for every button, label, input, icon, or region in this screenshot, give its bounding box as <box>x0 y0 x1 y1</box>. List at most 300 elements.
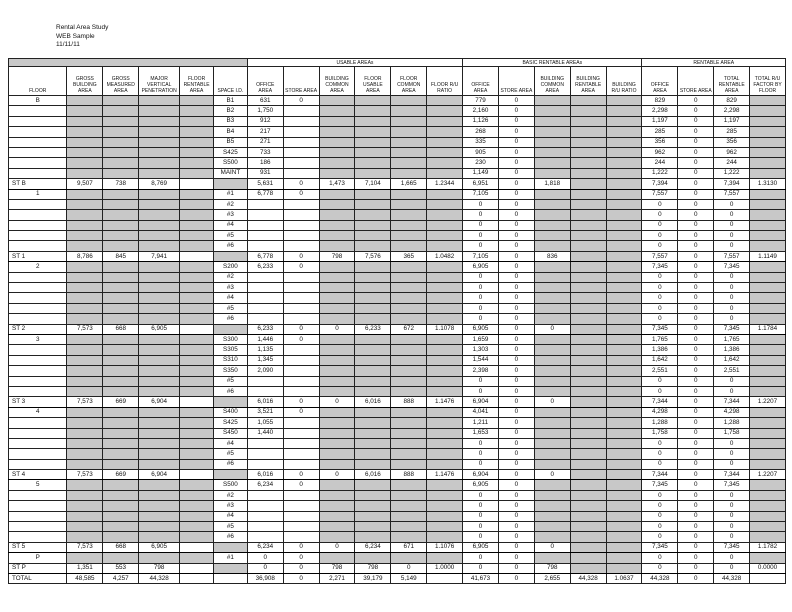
table-cell <box>606 407 642 417</box>
table-cell: 0 <box>463 199 499 209</box>
table-cell <box>750 573 786 583</box>
table-cell: 0 <box>678 231 714 241</box>
table-cell: ST 5 <box>9 542 67 552</box>
table-cell: 0 <box>714 293 750 303</box>
table-cell <box>534 355 570 365</box>
table-row <box>9 314 786 324</box>
table-cell <box>9 438 67 448</box>
table-cell <box>180 210 214 220</box>
table-cell <box>391 428 427 438</box>
table-cell <box>534 293 570 303</box>
table-cell: 0 <box>678 324 714 334</box>
table-cell: 6,233 <box>355 324 391 334</box>
table-cell <box>67 438 103 448</box>
table-cell: 0 <box>498 542 534 552</box>
table-cell: 0 <box>642 293 678 303</box>
table-cell: 7,394 <box>642 179 678 189</box>
table-cell <box>139 334 180 344</box>
column-header: GROSS MEASURED AREA <box>103 67 139 96</box>
table-cell: 0 <box>714 459 750 469</box>
table-row <box>9 418 786 428</box>
table-cell <box>139 262 180 272</box>
table-cell <box>139 553 180 563</box>
table-cell <box>67 158 103 168</box>
table-cell: 0 <box>498 532 534 542</box>
table-cell <box>9 210 67 220</box>
table-cell: 7,557 <box>714 251 750 261</box>
table-cell <box>570 231 606 241</box>
table-cell: 0 <box>463 563 499 573</box>
table-cell <box>103 168 139 178</box>
table-cell <box>67 366 103 376</box>
table-cell <box>180 573 214 583</box>
table-cell: 6,778 <box>247 189 283 199</box>
table-cell: 2,551 <box>714 366 750 376</box>
table-cell: S305 <box>213 345 247 355</box>
table-cell <box>103 366 139 376</box>
table-cell <box>606 220 642 230</box>
table-cell <box>319 158 355 168</box>
table-cell: 0 <box>678 501 714 511</box>
column-header: BUILDING COMMON AREA <box>319 67 355 96</box>
table-cell: 0 <box>714 553 750 563</box>
table-cell <box>570 501 606 511</box>
table-cell: S425 <box>213 147 247 157</box>
table-cell <box>139 210 180 220</box>
table-cell <box>67 293 103 303</box>
table-cell: #6 <box>213 459 247 469</box>
table-cell: 0 <box>642 199 678 209</box>
table-cell: 0 <box>283 480 319 490</box>
table-cell <box>180 168 214 178</box>
table-cell <box>391 168 427 178</box>
table-cell: 2,160 <box>463 106 499 116</box>
table-cell: 1,135 <box>247 345 283 355</box>
table-cell <box>67 428 103 438</box>
column-header: OFFICE AREA <box>247 67 283 96</box>
table-cell: 4,257 <box>103 573 139 583</box>
table-cell <box>180 376 214 386</box>
table-cell: 0 <box>247 563 283 573</box>
table-cell <box>570 262 606 272</box>
table-cell: B3 <box>213 116 247 126</box>
table-cell: 0 <box>678 449 714 459</box>
table-cell <box>283 355 319 365</box>
table-cell: 1.3130 <box>750 179 786 189</box>
table-cell: 962 <box>642 147 678 157</box>
table-cell <box>283 158 319 168</box>
table-cell <box>180 397 214 407</box>
table-cell <box>319 386 355 396</box>
table-cell <box>180 324 214 334</box>
table-cell: 0 <box>319 397 355 407</box>
table-cell: 1,544 <box>463 355 499 365</box>
table-cell <box>750 220 786 230</box>
table-cell <box>139 376 180 386</box>
table-cell: 0 <box>678 563 714 573</box>
table-cell: 0 <box>642 303 678 313</box>
table-cell <box>103 532 139 542</box>
table-cell: 0 <box>498 366 534 376</box>
table-cell: 0 <box>678 355 714 365</box>
table-cell <box>750 96 786 106</box>
table-cell <box>391 480 427 490</box>
table-cell: 1.0000 <box>427 563 463 573</box>
table-cell <box>103 283 139 293</box>
table-cell: 0 <box>678 428 714 438</box>
table-cell <box>570 199 606 209</box>
table-cell: 356 <box>714 137 750 147</box>
table-cell: 0 <box>498 480 534 490</box>
table-cell <box>570 490 606 500</box>
table-cell: 0 <box>678 397 714 407</box>
table-cell <box>283 168 319 178</box>
table-cell <box>750 293 786 303</box>
table-cell <box>180 293 214 303</box>
table-cell <box>606 345 642 355</box>
table-cell: 0 <box>678 511 714 521</box>
table-cell <box>570 407 606 417</box>
table-cell <box>391 231 427 241</box>
table-cell <box>319 428 355 438</box>
table-cell <box>534 272 570 282</box>
table-cell: 0 <box>498 418 534 428</box>
table-cell: 0 <box>498 251 534 261</box>
table-cell <box>391 314 427 324</box>
table-cell: 0 <box>714 532 750 542</box>
table-cell: 6,016 <box>355 397 391 407</box>
table-cell <box>750 501 786 511</box>
table-cell <box>391 147 427 157</box>
table-cell: 2,298 <box>714 106 750 116</box>
table-cell <box>139 438 180 448</box>
table-cell: 0 <box>498 553 534 563</box>
report-title: Rental Area Study <box>56 24 109 31</box>
table-cell <box>391 490 427 500</box>
table-cell <box>319 96 355 106</box>
table-cell: 798 <box>534 563 570 573</box>
table-cell: #6 <box>213 386 247 396</box>
table-cell <box>427 532 463 542</box>
table-cell <box>319 553 355 563</box>
table-cell <box>570 324 606 334</box>
table-cell: 0 <box>642 490 678 500</box>
table-cell <box>67 116 103 126</box>
table-cell: 0 <box>678 345 714 355</box>
table-cell <box>247 283 283 293</box>
table-cell <box>103 272 139 282</box>
table-cell <box>606 553 642 563</box>
table-cell: 0 <box>714 283 750 293</box>
table-cell <box>750 137 786 147</box>
table-cell <box>139 303 180 313</box>
table-cell <box>67 532 103 542</box>
table-cell <box>355 147 391 157</box>
table-cell <box>570 137 606 147</box>
table-cell: 0 <box>714 314 750 324</box>
table-cell <box>606 168 642 178</box>
table-cell: 4 <box>9 407 67 417</box>
table-cell: 5,631 <box>247 179 283 189</box>
table-cell <box>180 334 214 344</box>
table-cell: 0 <box>463 210 499 220</box>
table-cell <box>9 386 67 396</box>
table-cell: 0 <box>247 553 283 563</box>
table-cell <box>213 573 247 583</box>
table-cell <box>9 522 67 532</box>
table-cell: 6,904 <box>139 397 180 407</box>
table-cell <box>606 532 642 542</box>
table-cell: 2,398 <box>463 366 499 376</box>
table-cell <box>750 334 786 344</box>
table-cell <box>247 303 283 313</box>
table-cell <box>103 418 139 428</box>
table-cell <box>9 459 67 469</box>
table-cell <box>283 293 319 303</box>
table-cell <box>570 241 606 251</box>
table-cell <box>9 293 67 303</box>
table-cell <box>319 262 355 272</box>
table-cell: #4 <box>213 220 247 230</box>
table-cell <box>103 96 139 106</box>
table-cell <box>139 522 180 532</box>
table-cell <box>103 158 139 168</box>
table-cell <box>427 127 463 137</box>
table-cell <box>606 283 642 293</box>
table-cell: 0 <box>498 272 534 282</box>
table-cell: 0 <box>714 449 750 459</box>
table-cell: 0 <box>714 522 750 532</box>
table-cell: 3,521 <box>247 407 283 417</box>
table-cell: 1,758 <box>642 428 678 438</box>
table-cell: 7,105 <box>463 189 499 199</box>
table-cell <box>180 96 214 106</box>
table-cell: 1,211 <box>463 418 499 428</box>
table-cell <box>319 480 355 490</box>
table-cell <box>750 407 786 417</box>
table-cell: S350 <box>213 366 247 376</box>
table-cell: 6,016 <box>355 470 391 480</box>
table-cell <box>606 262 642 272</box>
table-cell <box>139 490 180 500</box>
table-cell: 0 <box>678 106 714 116</box>
table-cell: 36,908 <box>247 573 283 583</box>
table-cell <box>139 366 180 376</box>
table-row <box>9 490 786 500</box>
table-cell <box>355 210 391 220</box>
table-cell <box>750 532 786 542</box>
table-cell <box>319 355 355 365</box>
table-cell: 7,557 <box>642 189 678 199</box>
table-cell: 6,951 <box>463 179 499 189</box>
table-cell <box>283 199 319 209</box>
column-header: SPACE I.D. <box>213 67 247 96</box>
table-cell: 8,769 <box>139 179 180 189</box>
table-cell <box>283 366 319 376</box>
table-cell <box>391 106 427 116</box>
table-cell <box>180 189 214 199</box>
table-cell <box>9 449 67 459</box>
table-cell <box>534 241 570 251</box>
table-cell <box>283 116 319 126</box>
table-cell <box>9 241 67 251</box>
table-cell <box>103 189 139 199</box>
table-cell <box>391 501 427 511</box>
table-cell <box>103 199 139 209</box>
table-cell: 0 <box>678 418 714 428</box>
table-cell <box>9 147 67 157</box>
table-cell <box>750 345 786 355</box>
table-cell <box>180 314 214 324</box>
table-cell <box>606 324 642 334</box>
table-cell: 6,905 <box>139 324 180 334</box>
table-cell <box>427 210 463 220</box>
table-cell <box>67 262 103 272</box>
table-cell: 0 <box>463 283 499 293</box>
table-cell <box>534 96 570 106</box>
table-cell: 962 <box>714 147 750 157</box>
table-cell <box>9 168 67 178</box>
table-cell: 9,507 <box>67 179 103 189</box>
table-cell <box>355 158 391 168</box>
table-cell: #5 <box>213 522 247 532</box>
table-cell: 0 <box>463 501 499 511</box>
table-cell <box>534 199 570 209</box>
table-cell: 7,104 <box>355 179 391 189</box>
table-cell: TOTAL <box>9 573 67 583</box>
table-cell: 0 <box>283 542 319 552</box>
table-cell: 0 <box>678 314 714 324</box>
table-cell: 0 <box>498 127 534 137</box>
table-cell <box>67 106 103 116</box>
table-cell <box>103 480 139 490</box>
table-cell <box>570 428 606 438</box>
table-cell <box>67 345 103 355</box>
table-cell <box>180 490 214 500</box>
table-cell <box>9 345 67 355</box>
table-cell <box>103 449 139 459</box>
table-cell <box>9 314 67 324</box>
table-cell: 2,090 <box>247 366 283 376</box>
table-cell <box>103 262 139 272</box>
table-cell <box>355 241 391 251</box>
table-cell: 1,345 <box>247 355 283 365</box>
table-cell: B1 <box>213 96 247 106</box>
table-cell: 6,234 <box>355 542 391 552</box>
table-cell: 7,105 <box>463 251 499 261</box>
table-cell <box>427 553 463 563</box>
table-cell: 2,271 <box>319 573 355 583</box>
table-cell <box>103 116 139 126</box>
table-cell <box>750 189 786 199</box>
table-cell <box>427 241 463 251</box>
table-cell <box>606 106 642 116</box>
table-cell <box>606 511 642 521</box>
table-row <box>9 376 786 386</box>
table-cell <box>67 511 103 521</box>
table-cell: 268 <box>463 127 499 137</box>
table-cell: #3 <box>213 210 247 220</box>
table-cell <box>180 345 214 355</box>
table-cell: 0 <box>283 262 319 272</box>
table-cell <box>283 127 319 137</box>
table-cell <box>103 127 139 137</box>
table-cell: 1,642 <box>714 355 750 365</box>
table-cell <box>247 522 283 532</box>
table-cell <box>319 345 355 355</box>
total-row <box>9 573 786 583</box>
table-cell <box>180 220 214 230</box>
table-cell: 5 <box>9 480 67 490</box>
table-cell <box>606 376 642 386</box>
table-cell: 0 <box>498 428 534 438</box>
table-cell: 0 <box>283 573 319 583</box>
table-cell <box>570 397 606 407</box>
column-header: TOTAL RENTABLE AREA <box>714 67 750 96</box>
table-cell <box>570 553 606 563</box>
table-cell <box>180 355 214 365</box>
table-cell <box>534 366 570 376</box>
table-cell <box>570 293 606 303</box>
table-cell <box>180 127 214 137</box>
table-cell <box>427 272 463 282</box>
table-cell: 5,149 <box>391 573 427 583</box>
table-cell <box>606 542 642 552</box>
table-cell <box>534 386 570 396</box>
table-cell <box>283 283 319 293</box>
table-cell: 0 <box>642 449 678 459</box>
table-row <box>9 386 786 396</box>
table-cell <box>534 189 570 199</box>
table-cell <box>355 168 391 178</box>
table-cell <box>283 428 319 438</box>
table-cell <box>103 106 139 116</box>
table-cell: 1.2207 <box>750 470 786 480</box>
table-cell <box>180 137 214 147</box>
table-cell <box>606 199 642 209</box>
table-cell: 7,394 <box>714 179 750 189</box>
table-cell <box>606 127 642 137</box>
table-cell <box>9 490 67 500</box>
table-cell <box>180 553 214 563</box>
table-cell: 1.2207 <box>750 397 786 407</box>
table-cell: 1.1078 <box>427 324 463 334</box>
table-cell <box>534 116 570 126</box>
table-cell <box>319 241 355 251</box>
table-row <box>9 147 786 157</box>
table-cell <box>319 210 355 220</box>
table-cell: 7,345 <box>714 262 750 272</box>
table-cell <box>391 345 427 355</box>
table-cell: 0 <box>283 553 319 563</box>
table-row <box>9 511 786 521</box>
table-cell <box>427 501 463 511</box>
table-cell: 285 <box>642 127 678 137</box>
table-cell <box>355 106 391 116</box>
table-cell: 1,197 <box>714 116 750 126</box>
table-cell: 0 <box>678 386 714 396</box>
table-cell <box>180 158 214 168</box>
table-cell <box>606 210 642 220</box>
table-cell <box>427 116 463 126</box>
table-cell: 44,328 <box>139 573 180 583</box>
table-cell: S500 <box>213 480 247 490</box>
table-cell <box>139 532 180 542</box>
table-cell <box>355 355 391 365</box>
table-cell: B4 <box>213 127 247 137</box>
table-cell <box>180 283 214 293</box>
table-cell: 1,197 <box>642 116 678 126</box>
